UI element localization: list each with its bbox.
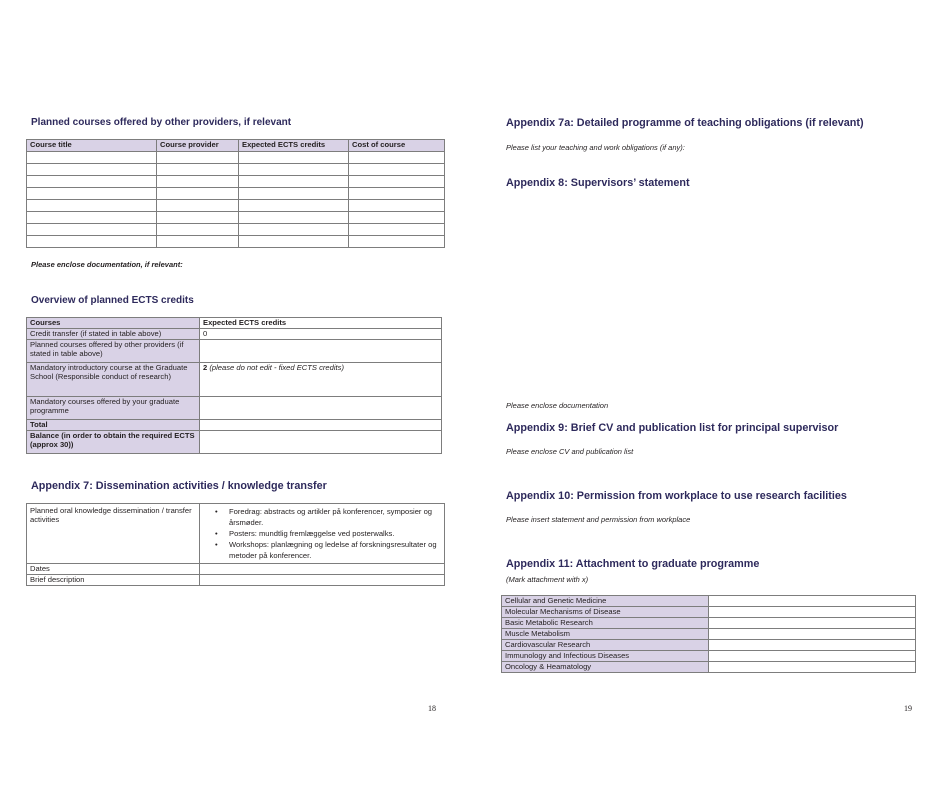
programme-name: Cardiovascular Research: [502, 640, 709, 651]
courses-table-cell[interactable]: [157, 236, 239, 248]
courses-table-cell[interactable]: [157, 188, 239, 200]
courses-col-ects: Expected ECTS credits: [239, 140, 349, 152]
appendix8-note: Please enclose documentation: [506, 401, 609, 410]
programme-name: Immunology and Infectious Diseases: [502, 651, 709, 662]
courses-table-cell[interactable]: [349, 152, 445, 164]
overview-table: [26, 317, 442, 454]
courses-table-row: [27, 200, 445, 212]
appendix7a-note: Please list your teaching and work obligations (if any):: [506, 143, 685, 152]
overview-col-ects: Expected ECTS credits: [200, 318, 442, 329]
bullet-list: [203, 506, 441, 561]
brief-description-label: Brief description: [27, 575, 200, 586]
page-number-left: 18: [428, 704, 436, 713]
courses-table-cell[interactable]: [27, 236, 157, 248]
overview-col-courses: Courses: [27, 318, 200, 329]
courses-col-cost: Cost of course: [349, 140, 445, 152]
courses-table-cell[interactable]: [349, 236, 445, 248]
courses-table-cell[interactable]: [157, 176, 239, 188]
programme-name: Oncology & Heamatology: [502, 662, 709, 673]
courses-table-cell[interactable]: [157, 212, 239, 224]
courses-table-row: [27, 152, 445, 164]
programme-mark-cell[interactable]: [709, 618, 916, 629]
overview-row-value[interactable]: [200, 431, 442, 454]
courses-table-row: [27, 224, 445, 236]
courses-heading: Planned courses offered by other providers, if relevant: [31, 117, 292, 128]
programme-mark-cell[interactable]: [709, 629, 916, 640]
programme-mark-cell[interactable]: [709, 651, 916, 662]
brief-description-field[interactable]: [200, 575, 445, 586]
courses-table-cell[interactable]: [27, 188, 157, 200]
courses-table-cell[interactable]: [157, 200, 239, 212]
programme-mark-cell[interactable]: [709, 607, 916, 618]
overview-row-value[interactable]: [200, 397, 442, 420]
courses-table-row: [27, 212, 445, 224]
programme-row: [502, 607, 916, 618]
appendix11-note: (Mark attachment with x): [506, 575, 589, 584]
bullet-item: • Foredrag: abstracts og artikler på konferencer, symposier og årsmøder.: [229, 506, 441, 528]
courses-table-cell[interactable]: [349, 224, 445, 236]
programme-name: Cellular and Genetic Medicine: [502, 596, 709, 607]
overview-row-value: [200, 363, 442, 397]
overview-row-value[interactable]: 0: [200, 329, 442, 340]
programme-name: Molecular Mechanisms of Disease: [502, 607, 709, 618]
overview-row-label: Planned courses offered by other providers (if stated in table above): [27, 340, 200, 363]
courses-table-cell[interactable]: [27, 224, 157, 236]
appendix10-note: Please insert statement and permission from workplace: [506, 515, 691, 524]
programme-mark-cell[interactable]: [709, 596, 916, 607]
dates-field[interactable]: [200, 564, 445, 575]
appendix9-heading: Appendix 9: Brief CV and publication list for principal supervisor: [506, 422, 839, 434]
overview-row-label: Mandatory introductory course at the Graduate School (Responsible conduct of research): [27, 363, 200, 397]
appendix7-heading: Appendix 7: Dissemination activities / knowledge transfer: [31, 480, 327, 492]
programme-row: [502, 629, 916, 640]
appendix8-heading: Appendix 8: Supervisors’ statement: [506, 177, 690, 189]
dissemination-label: Planned oral knowledge dissemination / transfer activities: [27, 504, 200, 564]
bullet-item: • Posters: mundtlig fremlæggelse ved posterwalks.: [229, 528, 441, 539]
courses-col-title: Course title: [27, 140, 157, 152]
enclose-note: Please enclose documentation, if relevant:: [31, 260, 183, 269]
programme-name: Muscle Metabolism: [502, 629, 709, 640]
courses-table-cell[interactable]: [27, 212, 157, 224]
appendix10-heading: Appendix 10: Permission from workplace to use research facilities: [506, 490, 847, 502]
programme-mark-cell[interactable]: [709, 640, 916, 651]
courses-table-row: [27, 236, 445, 248]
courses-table-cell[interactable]: [349, 164, 445, 176]
dissemination-bullets: [200, 504, 445, 564]
overview-row-value[interactable]: [200, 420, 442, 431]
courses-table-cell[interactable]: [239, 200, 349, 212]
courses-table-cell[interactable]: [239, 164, 349, 176]
courses-table-row: [27, 164, 445, 176]
fixed-ects-value: 2: [203, 363, 208, 372]
appendix9-note: Please enclose CV and publication list: [506, 447, 634, 456]
courses-table-cell[interactable]: [239, 152, 349, 164]
bullet-item: • Workshops: planlægning og ledelse af forskningsresultater og metoder på konferencer.: [229, 539, 441, 561]
overview-row-value[interactable]: [200, 340, 442, 363]
fixed-ects-note: (please do not edit - fixed ECTS credits): [209, 363, 344, 372]
courses-table-cell[interactable]: [239, 188, 349, 200]
courses-table-cell[interactable]: [157, 224, 239, 236]
courses-table-body: [27, 152, 445, 248]
courses-table-cell[interactable]: [157, 164, 239, 176]
dates-label: Dates: [27, 564, 200, 575]
appendix11-heading: Appendix 11: Attachment to graduate programme: [506, 558, 760, 570]
courses-table-row: [27, 188, 445, 200]
appendix7a-heading: Appendix 7a: Detailed programme of teaching obligations (if relevant): [506, 117, 864, 129]
courses-table-cell[interactable]: [157, 152, 239, 164]
programme-row: [502, 640, 916, 651]
courses-table-cell[interactable]: [239, 212, 349, 224]
courses-table-cell[interactable]: [27, 164, 157, 176]
overview-row-balance: Balance (in order to obtain the required ECTS (approx 30)): [27, 431, 200, 454]
courses-col-provider: Course provider: [157, 140, 239, 152]
programme-name: Basic Metabolic Research: [502, 618, 709, 629]
programme-row: [502, 618, 916, 629]
courses-table-cell[interactable]: [349, 200, 445, 212]
overview-heading: Overview of planned ECTS credits: [31, 295, 194, 306]
page-number-right: 19: [904, 704, 912, 713]
overview-row-total: Total: [27, 420, 200, 431]
dissemination-table: [26, 503, 445, 586]
overview-row-label: Mandatory courses offered by your graduate programme: [27, 397, 200, 420]
overview-row-label: Credit transfer (if stated in table above): [27, 329, 200, 340]
programme-table-body: [502, 596, 916, 673]
courses-table-cell[interactable]: [239, 224, 349, 236]
courses-table-cell[interactable]: [27, 152, 157, 164]
courses-table-cell[interactable]: [349, 212, 445, 224]
courses-table-cell[interactable]: [27, 176, 157, 188]
courses-table-cell[interactable]: [27, 200, 157, 212]
courses-table-cell[interactable]: [349, 176, 445, 188]
programme-mark-cell[interactable]: [709, 662, 916, 673]
courses-table-cell[interactable]: [239, 236, 349, 248]
programme-row: [502, 662, 916, 673]
courses-table: [26, 139, 445, 248]
courses-table-cell[interactable]: [239, 176, 349, 188]
programme-table: [501, 595, 916, 673]
courses-table-cell[interactable]: [349, 188, 445, 200]
programme-row: [502, 596, 916, 607]
courses-table-row: [27, 176, 445, 188]
programme-row: [502, 651, 916, 662]
